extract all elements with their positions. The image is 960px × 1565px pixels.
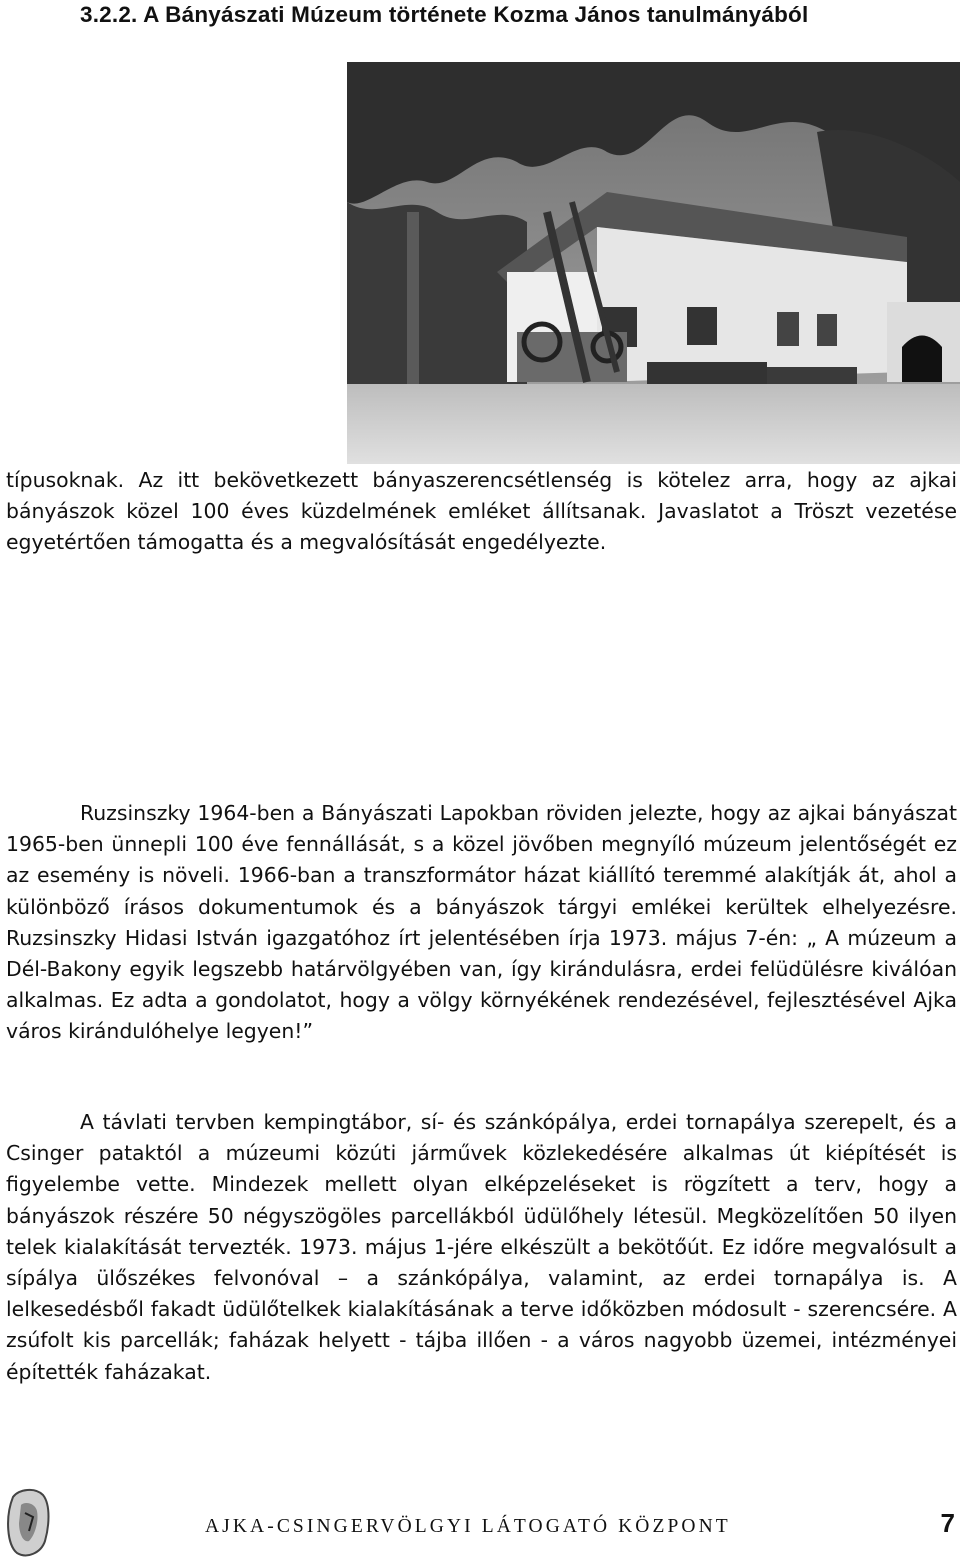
section-heading: 3.2.2. A Bányászati Múzeum története Kozma János tanulmányából [80, 2, 809, 27]
paragraph-3: A távlati tervben kempingtábor, sí- és szánkópálya, erdei tornapálya szerepelt, és a Csinger pataktól a múzeumi közúti járművek közlekedésére alkalmas út kiépítését is figyelembe vette. Mindezek mellett olyan elképzeléseket is rögzített a terv, hogy a bányászok részére 50 négyszögöles parcellákból üdülőhely létesül. Megközelítően 50 ilyen telek kialakítását tervezték. 1973. május 1-jére elkészült a bekötőút. Ez időre megvalósult a sípálya ülőszékes felvonóval – a szánkópálya, valamint, az erdei tornapálya is. A lelkesedésből fakadt üdülőtelkek kialakításának a terve időközben módosult - szerencsére. A zsúfolt kis parcellák; faházak helyett - tájba illően - a város nagyobb üzemei, intézményei építették faházakat. [6, 1110, 957, 1384]
footer-title: AJKA-CSINGERVÖLGYI LÁTOGATÓ KÖZPONT [205, 1516, 731, 1537]
mine-building-photo-image [347, 62, 960, 464]
page-number: 7 [940, 1508, 955, 1538]
paragraph-2: Ruzsinszky 1964-ben a Bányászati Lapokban röviden jelezte, hogy az ajkai bányászat 1965-ben ünnepli 100 éve fennállását, s a közel jövőben megnyíló múzeum jelentőségét ez az esemény is növeli. 1966-ban a transzformátor házat kiállító teremmé alakítják át, ahol a különböző írásos dokumentumok és a bányászok tárgyi emlékei kerültek elhelyezésre. Ruzsinszky Hidasi István igazgatóhoz írt jelentésében írja 1973. május 7-én: „ A múzeum a Dél-Bakony egyik legszebb határvölgyében van, így kirándulásra, erdei felüdülésre kiválóan alkalmas. Ez adta a gondolatot, hogy a völgy környékének rendezésével, fejlesztésével Ajka város kirándulóhelye legyen!” [6, 801, 957, 1044]
paragraph-1-text: típusoknak. Az itt bekövetkezett bányaszerencsétlenség is kötelez arra, hogy az ajkai bányászok közel 100 éves küzdelmének emléket állítsanak. Javaslatot a Tröszt vezetése egyetértően támogatta és a megvalósítását engedélyezte. [6, 467, 957, 555]
mine-building-photo [347, 62, 960, 464]
photo-wrap-spacer [6, 59, 330, 463]
visitor-center-logo-icon [5, 1487, 51, 1559]
